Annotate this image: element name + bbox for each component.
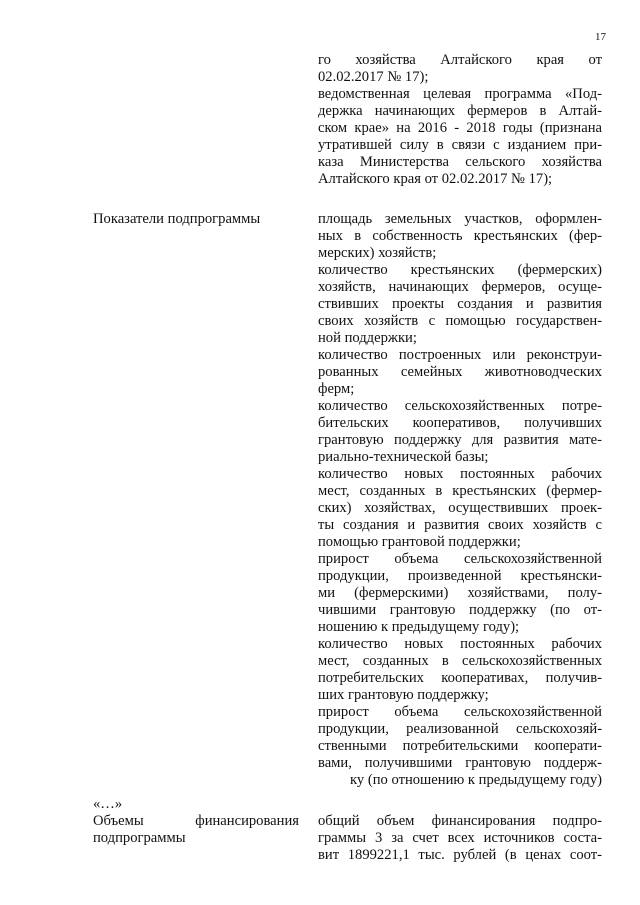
text-line: потребительских кооперативах, получив- — [318, 670, 602, 686]
text-line: грантовую поддержку для развития мате- — [318, 432, 602, 448]
funding-label-line: подпрограммы — [93, 830, 186, 846]
text-line: прирост объема сельскохозяйственной — [318, 704, 602, 720]
text-line: мест, созданных в крестьянских (фермер- — [318, 483, 602, 499]
text-line: количество крестьянских (фермерских) — [318, 262, 602, 278]
ellipsis-marker — [93, 796, 299, 813]
ellipsis-text: «…» — [93, 796, 123, 812]
text-line: продукции, реализованной сельскохозяй- — [318, 721, 602, 737]
text-line: ведомственная целевая программа «Под- — [318, 86, 602, 102]
text-line: Алтайского края от 02.02.2017 № 17); — [318, 171, 553, 187]
funding-text — [318, 813, 602, 864]
text-line: ных в собственность крестьянских (фер- — [318, 228, 602, 244]
text-line: ствивших проекты создания и развития — [318, 296, 602, 312]
text-line: помощью грантовой поддержки; — [318, 534, 521, 550]
text-line: ском крае» на 2016 - 2018 годы (признана — [318, 120, 602, 136]
text-line: количество построенных или реконструи- — [318, 347, 602, 363]
text-line: ми (фермерскими) хозяйствами, полу- — [318, 585, 602, 601]
text-line: прирост объема сельскохозяйственной — [318, 551, 602, 567]
text-line: хозяйств, начинающих фермеров, осуще- — [318, 279, 602, 295]
text-line: количество новых постоянных рабочих — [318, 466, 602, 482]
page-number: 17 — [595, 31, 606, 43]
text-line: граммы 3 за счет всех источников соста- — [318, 830, 602, 846]
text-line: вит 1899221,1 тыс. рублей (в ценах соот- — [318, 847, 602, 863]
funding-label — [93, 813, 299, 847]
text-line: ферм; — [318, 381, 355, 397]
text-line: ских) хозяйствах, осуществивших проек- — [318, 500, 602, 516]
text-line: мерских) хозяйств; — [318, 245, 437, 261]
text-line: мест, созданных в сельскохозяйственных — [318, 653, 602, 669]
indicators-text — [318, 211, 602, 789]
text-line: продукции, произведенной крестьянски- — [318, 568, 602, 584]
text-line: рованных семейных животноводческих — [318, 364, 602, 380]
text-line: ношению к предыдущему году); — [318, 619, 520, 635]
indicators-label — [93, 211, 299, 228]
text-line: ственными потребительскими кооперати- — [318, 738, 602, 754]
text-line: держка начинающих фермеров в Алтай- — [318, 103, 602, 119]
text-line: 02.02.2017 № 17); — [318, 69, 429, 85]
text-line: ты создания и развития своих хозяйств с — [318, 517, 602, 533]
text-line: чившими грантовую поддержку (по от- — [318, 602, 602, 618]
indicators-label-text: Показатели подпрограммы — [93, 211, 261, 227]
text-line: общий объем финансирования подпро- — [318, 813, 602, 829]
text-line: своих хозяйств с помощью государствен- — [318, 313, 602, 329]
text-line: утратившей силу в связи с изданием при- — [318, 137, 602, 153]
text-line: количество сельскохозяйственных потре- — [318, 398, 602, 414]
text-line: вами, получившими грантовую поддерж- — [318, 755, 602, 771]
text-line: го хозяйства Алтайского края от — [318, 52, 602, 68]
text-line: площадь земельных участков, оформлен- — [318, 211, 602, 227]
text-line: ной поддержки; — [318, 330, 417, 346]
text-line: количество новых постоянных рабочих — [318, 636, 602, 652]
text-line: каза Министерства сельского хозяйства — [318, 154, 602, 170]
funding-label-line: Объемы финансирования — [93, 813, 299, 829]
text-line: ших грантовую поддержку; — [318, 687, 489, 703]
text-line: риально-технической базы; — [318, 449, 489, 465]
intro-text — [318, 52, 602, 188]
text-line: бительских кооперативов, получивших — [318, 415, 602, 431]
text-line: ку (по отношению к предыдущему году) — [350, 772, 602, 788]
